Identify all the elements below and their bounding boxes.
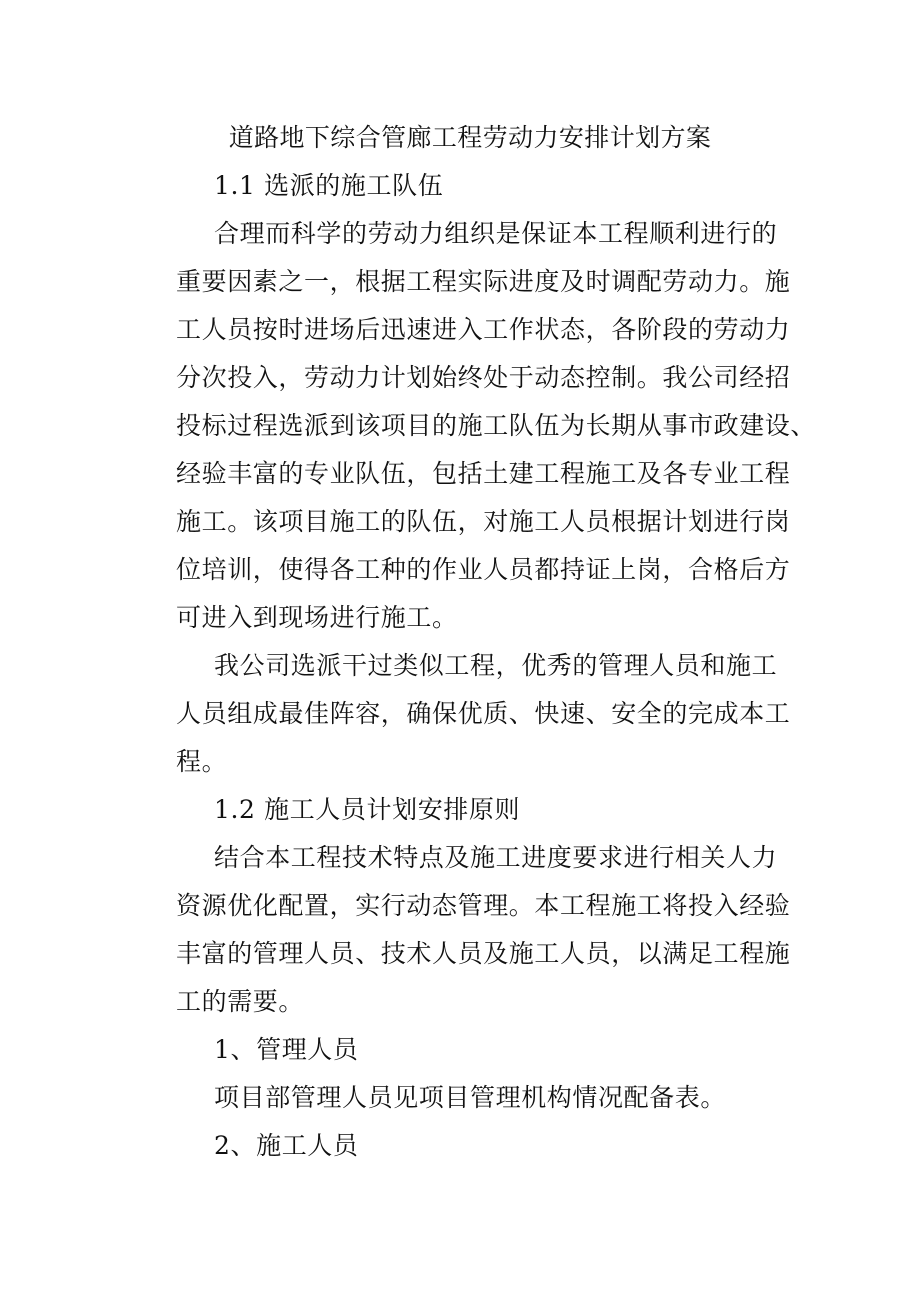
- paragraph-1-line-6: 经验丰富的专业队伍，包括土建工程施工及各专业工程: [176, 459, 791, 488]
- paragraph-2-line-2: 人员组成最佳阵容，确保优质、快速、安全的完成本工: [176, 699, 791, 728]
- list-item-1-heading: 1、管理人员: [214, 1035, 359, 1064]
- section-heading-1-2: 1.2 施工人员计划安排原则: [214, 795, 521, 824]
- paragraph-3-line-3: 丰富的管理人员、技术人员及施工人员，以满足工程施: [176, 939, 791, 968]
- paragraph-3-line-1: 结合本工程技术特点及施工进度要求进行相关人力: [214, 843, 778, 872]
- paragraph-1-line-1: 合理而科学的劳动力组织是保证本工程顺利进行的: [214, 219, 778, 248]
- paragraph-1-line-4: 分次投入，劳动力计划始终处于动态控制。我公司经招: [176, 363, 791, 392]
- section-heading-1-1: 1.1 选派的施工队伍: [214, 171, 444, 200]
- paragraph-2-line-3: 程。: [176, 747, 228, 776]
- paragraph-1-line-9: 可进入到现场进行施工。: [176, 603, 458, 632]
- paragraph-1-line-5: 投标过程选派到该项目的施工队伍为长期从事市政建设、: [176, 411, 817, 440]
- list-item-2-heading: 2、施工人员: [214, 1131, 359, 1160]
- paragraph-2-line-1: 我公司选派干过类似工程，优秀的管理人员和施工: [214, 651, 778, 680]
- paragraph-1-line-7: 施工。该项目施工的队伍，对施工人员根据计划进行岗: [176, 507, 791, 536]
- paragraph-1-line-3: 工人员按时进场后迅速进入工作状态，各阶段的劳动力: [176, 315, 791, 344]
- paragraph-1-line-8: 位培训，使得各工种的作业人员都持证上岗，合格后方: [176, 555, 791, 584]
- paragraph-3-line-2: 资源优化配置，实行动态管理。本工程施工将投入经验: [176, 891, 791, 920]
- document-title: 道路地下综合管廊工程劳动力安排计划方案: [228, 123, 712, 152]
- paragraph-3-line-4: 工的需要。: [176, 987, 305, 1016]
- paragraph-1-line-2: 重要因素之一，根据工程实际进度及时调配劳动力。施: [176, 267, 791, 296]
- list-item-1-text: 项目部管理人员见项目管理机构情况配备表。: [214, 1083, 727, 1112]
